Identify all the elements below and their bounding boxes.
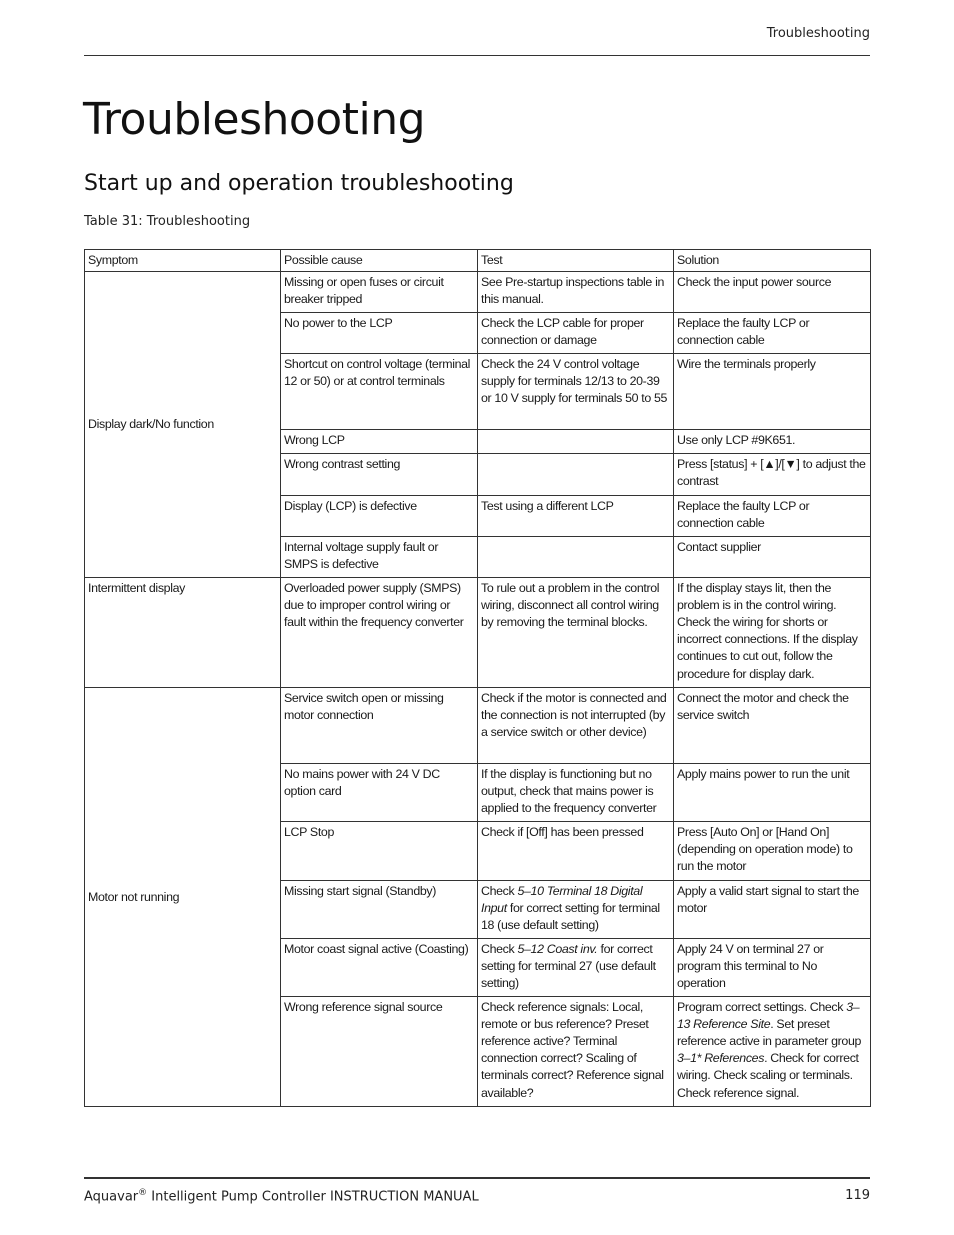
cause-cell: Display (LCP) is defective <box>281 496 478 537</box>
page-title: Troubleshooting <box>83 94 426 145</box>
solution-cell: Contact supplier <box>674 537 871 578</box>
column-header-solution: Solution <box>674 250 871 272</box>
test-cell: Check if the motor is connected and the connection is not interrupted (by a service switch or other device) <box>478 688 674 764</box>
test-text: for correct setting for terminal 27 (use default setting) <box>481 942 656 991</box>
solution-cell: Replace the faulty LCP or connection cable <box>674 496 871 537</box>
table-row <box>85 272 871 313</box>
solution-text: . Check for correct wiring. Check scaling or terminals. Check reference signal. <box>677 1051 859 1100</box>
cause-cell: Wrong contrast setting <box>281 454 478 496</box>
test-cell <box>478 537 674 578</box>
symptom-cell: Intermittent display <box>85 578 281 688</box>
test-text: Check <box>481 884 518 899</box>
solution-cell: Press [Auto On] or [Hand On] (depending on operation mode) to run the motor <box>674 822 871 881</box>
test-cell: See Pre-startup inspections table in this manual. <box>478 272 674 313</box>
cause-cell: Motor coast signal active (Coasting) <box>281 939 478 997</box>
solution-cell: Wire the terminals properly <box>674 354 871 430</box>
parameter-reference: 5–10 Terminal 18 Digital Input <box>481 884 643 916</box>
running-header: Troubleshooting <box>766 26 870 41</box>
cause-cell: Internal voltage supply fault or SMPS is defective <box>281 537 478 578</box>
page-number: 119 <box>845 1188 870 1203</box>
solution-cell: If the display stays lit, then the problem is in the control wiring. Check the wiring for shorts or incorrect connections. If the display continues to cut out, follow the procedure for display dark. <box>674 578 871 688</box>
symptom-cell: Motor not running <box>85 688 281 1107</box>
test-cell <box>478 939 674 997</box>
test-text: for correct setting for terminal 18 (use default setting) <box>481 901 660 933</box>
footer-manual-title <box>84 1188 479 1204</box>
cause-cell: No mains power with 24 V DC option card <box>281 764 478 822</box>
test-cell <box>478 881 674 939</box>
column-header-symptom: Symptom <box>85 250 281 272</box>
solution-cell: Apply mains power to run the unit <box>674 764 871 822</box>
column-header-test: Test <box>478 250 674 272</box>
solution-cell: Press [status] + [▲]/[▼] to adjust the contrast <box>674 454 871 496</box>
table-header-row <box>85 250 871 272</box>
test-cell: If the display is functioning but no output, check that mains power is applied to the frequency converter <box>478 764 674 822</box>
test-cell: To rule out a problem in the control wiring, disconnect all control wiring by removing the terminal blocks. <box>478 578 674 688</box>
cause-cell: LCP Stop <box>281 822 478 881</box>
test-cell: Check the 24 V control voltage supply for terminals 12/13 to 20-39 or 10 V supply for terminals 50 to 55 <box>478 354 674 430</box>
solution-cell: Apply 24 V on terminal 27 or program this terminal to No operation <box>674 939 871 997</box>
column-header-cause: Possible cause <box>281 250 478 272</box>
cause-cell: Missing or open fuses or circuit breaker tripped <box>281 272 478 313</box>
table-row <box>85 688 871 764</box>
cause-cell: No power to the LCP <box>281 313 478 354</box>
cause-cell: Shortcut on control voltage (terminal 12 or 50) or at control terminals <box>281 354 478 430</box>
cause-cell: Wrong reference signal source <box>281 997 478 1107</box>
footer-brand: Aquavar <box>84 1189 139 1205</box>
cause-cell: Service switch open or missing motor connection <box>281 688 478 764</box>
footer-title-text: Intelligent Pump Controller INSTRUCTION MANUAL <box>147 1189 479 1205</box>
solution-cell <box>674 997 871 1107</box>
test-cell: Check the LCP cable for proper connection or damage <box>478 313 674 354</box>
parameter-reference: 5–12 Coast inv. <box>517 942 598 957</box>
solution-cell: Connect the motor and check the service switch <box>674 688 871 764</box>
symptom-cell: Display dark/No function <box>85 272 281 578</box>
cause-cell: Overloaded power supply (SMPS) due to improper control wiring or fault within the frequency converter <box>281 578 478 688</box>
solution-cell: Use only LCP #9K651. <box>674 430 871 454</box>
section-title: Start up and operation troubleshooting <box>84 171 514 196</box>
cause-cell: Wrong LCP <box>281 430 478 454</box>
solution-text: Program correct settings. Check <box>677 1000 847 1015</box>
test-cell: Test using a different LCP <box>478 496 674 537</box>
test-cell: Check if [Off] has been pressed <box>478 822 674 881</box>
solution-text: . Set preset reference active in parameter group <box>677 1017 862 1049</box>
test-cell <box>478 430 674 454</box>
table-caption: Table 31: Troubleshooting <box>84 214 251 229</box>
test-cell <box>478 454 674 496</box>
table-row <box>85 578 871 688</box>
solution-cell: Replace the faulty LCP or connection cable <box>674 313 871 354</box>
parameter-reference: 3–13 Reference Site <box>677 1000 860 1032</box>
header-rule <box>84 55 870 56</box>
solution-cell: Apply a valid start signal to start the motor <box>674 881 871 939</box>
solution-cell: Check the input power source <box>674 272 871 313</box>
parameter-group-reference: 3–1* References <box>677 1051 765 1066</box>
troubleshooting-table <box>84 249 871 1107</box>
footer-rule <box>84 1177 870 1179</box>
cause-cell: Missing start signal (Standby) <box>281 881 478 939</box>
registered-mark: ® <box>138 1188 148 1198</box>
test-text: Check <box>481 942 518 957</box>
test-cell: Check reference signals: Local, remote or bus reference? Preset reference active? Terminal connection correct? Scaling of terminals correct? Reference signal available? <box>478 997 674 1107</box>
